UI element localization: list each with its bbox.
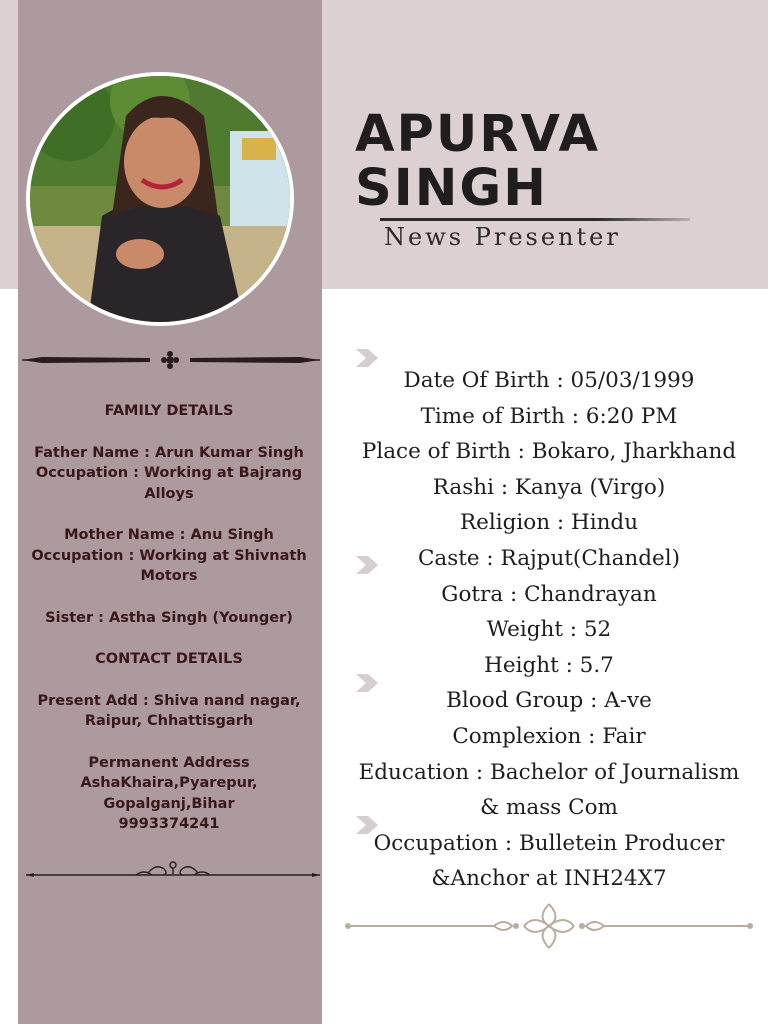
profile-photo xyxy=(26,72,294,326)
mother-occupation: Occupation : Working at Shivnath Motors xyxy=(31,547,307,584)
sidebar-divider-bottom xyxy=(26,855,320,883)
mother-name: Mother Name : Anu Singh xyxy=(64,527,274,543)
present-address: Present Add : Shiva nand nagar, Raipur, Chhattisgarh xyxy=(37,692,301,729)
sister-info: Sister : Astha Singh (Younger) xyxy=(45,609,293,626)
personal-details xyxy=(330,363,768,897)
place-of-birth: Place of Birth : Bokaro, Jharkhand xyxy=(361,439,737,465)
family-heading: FAMILY DETAILS xyxy=(104,403,234,419)
father-occupation: Occupation : Working at Bajrang Alloys xyxy=(35,465,303,502)
phone-number: 9993374241 xyxy=(118,816,220,832)
blood-group: Blood Group : A-ve xyxy=(446,688,652,714)
sidebar-divider-top xyxy=(22,350,320,370)
father-name: Father Name : Arun Kumar Singh xyxy=(34,444,304,461)
name-first: APURVA xyxy=(355,105,601,164)
name-underline xyxy=(380,218,690,221)
job-title: News Presenter xyxy=(384,223,621,251)
contact-heading: CONTACT DETAILS xyxy=(95,651,243,667)
permanent-address-line2: Gopalganj,Bihar xyxy=(103,795,235,812)
complexion: Complexion : Fair xyxy=(452,723,646,749)
gotra: Gotra : Chandrayan xyxy=(441,581,657,607)
religion: Religion : Hindu xyxy=(459,510,639,536)
occupation-line2: &Anchor at INH24X7 xyxy=(431,866,667,892)
education-line2: & mass Com xyxy=(480,795,618,821)
scroll-ornament-icon xyxy=(136,862,210,875)
bottom-ornament xyxy=(344,900,754,952)
person-name xyxy=(355,105,601,218)
height: Height : 5.7 xyxy=(484,652,614,678)
permanent-address-line1: AshaKhaira,Pyarepur, xyxy=(80,775,258,791)
sidebar-text xyxy=(24,401,314,835)
occupation-line1: Occupation : Bulletein Producer xyxy=(373,830,725,856)
caste: Caste : Rajput(Chandel) xyxy=(417,545,681,571)
weight: Weight : 52 xyxy=(486,617,612,643)
education-line1: Education : Bachelor of Journalism xyxy=(358,759,740,785)
permanent-address-label: Permanent Address xyxy=(88,754,250,771)
name-last: SINGH xyxy=(355,159,548,218)
fleur-icon xyxy=(161,351,179,369)
rashi: Rashi : Kanya (Virgo) xyxy=(432,474,666,500)
date-of-birth: Date Of Birth : 05/03/1999 xyxy=(403,368,695,393)
time-of-birth: Time of Birth : 6:20 PM xyxy=(420,403,678,429)
